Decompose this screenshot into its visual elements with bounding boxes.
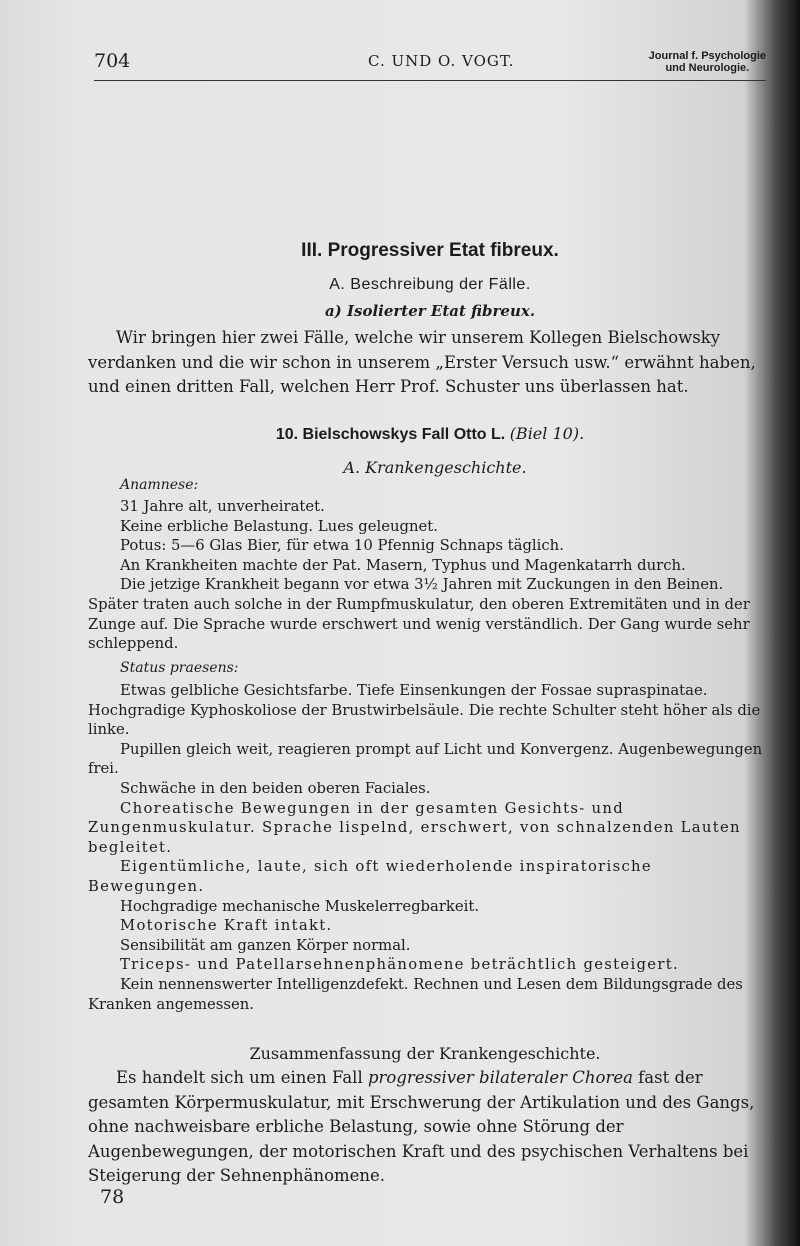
status-block [88,681,768,1014]
case-title-text: 10. Bielschowskys Fall Otto L. [275,426,506,443]
status-line: Hochgradige mechanische Muskelerregbarkeit. [120,897,480,915]
status-line: Pupillen gleich weit, reagieren prompt auf Licht und Konvergenz. Augenbewegungen frei. [88,740,763,778]
summary-paragraph [88,1066,768,1189]
header-rule [94,80,766,81]
subsubsection-title: a) Isolierter Etat fibreux. [324,302,536,320]
status-line: Choreatische Bewegungen in der gesamten Gesichts- und Zungenmuskulatur. Sprache lispelnd, erschwert, von schnalzenden Lauten begleitet. [88,799,741,856]
summary-text-start: Es handelt sich um einen Fall [116,1068,368,1087]
summary-italic-term: progressiver bilateraler Chorea [367,1068,633,1087]
journal-name [649,50,766,74]
krankengeschichte-title: A. Krankengeschichte. [343,458,527,477]
anamnese-line: An Krankheiten machte der Pat. Masern, Typhus und Magenkatarrh durch. [120,556,686,574]
running-title: C. UND O. VOGT. [368,52,515,70]
anamnese-line: Keine erbliche Belastung. Lues geleugnet. [120,517,438,535]
status-line: Kein nennenswerter Intelligenzdefekt. Rechnen und Lesen dem Bildungsgrade des Kranken angemessen. [88,975,743,1013]
anamnese-label: Anamnese: [120,477,199,493]
journal-line-1: Journal f. Psychologie [648,50,766,62]
journal-line-2: und Neurologie. [665,62,750,74]
intro-line: Wir bringen hier zwei Fälle, welche wir unserem Kollegen Bielschowsky [116,328,721,347]
case-title [0,424,800,444]
status-label: Status praesens: [120,660,239,676]
status-line: Triceps- und Patellarsehnenphänomene beträchtlich gesteigert. [120,956,679,974]
status-line: Etwas gelbliche Gesichtsfarbe. Tiefe Einsenkungen der Fossae supraspinatae. Hochgradige Kyphoskoliose der Brustwirbelsäule. Die rechte Schulter steht höher als die linke. [88,682,761,739]
intro-line: und einen dritten Fall, welchen Herr Prof. Schuster uns überlassen hat. [88,377,689,396]
intro-line: verdanken und die wir schon in unserem „Erster Versuch usw.“ erwähnt haben, [88,352,756,372]
summary-text-end: fast der gesamten Körpermuskulatur, mit Erschwerung der Artikulation und des Gangs, ohne nachweisbare erbliche Belastung, sowie ohne Störung der Augenbewegungen, der motorischen Kraft und des psychischen Verhaltens bei Steigerung der Sehnenphänomene. [88,1068,755,1185]
case-reference: (Biel 10). [509,424,585,443]
intro-paragraph [88,326,768,400]
status-line: Motorische Kraft intakt. [120,917,333,935]
anamnese-line: Die jetzige Krankheit begann vor etwa 3½ Jahren mit Zuckungen in den Beinen. Später traten auch solche in der Rumpfmuskulatur, den oberen Extremitäten und in der Zunge auf. Die Sprache wurde erschwert und wenig verständlich. Der Gang wurde sehr schleppend. [88,576,750,653]
anamnese-line: 31 Jahre alt, unverheiratet. [120,498,325,515]
subsection-title: A. Beschreibung der Fälle. [329,276,531,293]
page-header [94,46,766,80]
status-line: Sensibilität am ganzen Körper normal. [120,936,411,954]
page-number: 704 [94,50,131,72]
section-title: III. Progressiver Etat fibreux. [301,240,559,261]
anamnese-block [88,497,768,654]
status-line: Schwäche in den beiden oberen Faciales. [120,779,431,797]
anamnese-line: Potus: 5—6 Glas Bier, für etwa 10 Pfennig Schnaps täglich. [120,537,564,555]
summary-title: Zusammenfassung der Krankengeschichte. [249,1044,601,1063]
sheet-signature: 78 [100,1186,125,1208]
status-line: Eigentümliche, laute, sich oft wiederholende inspiratorische Bewegungen. [88,858,652,895]
